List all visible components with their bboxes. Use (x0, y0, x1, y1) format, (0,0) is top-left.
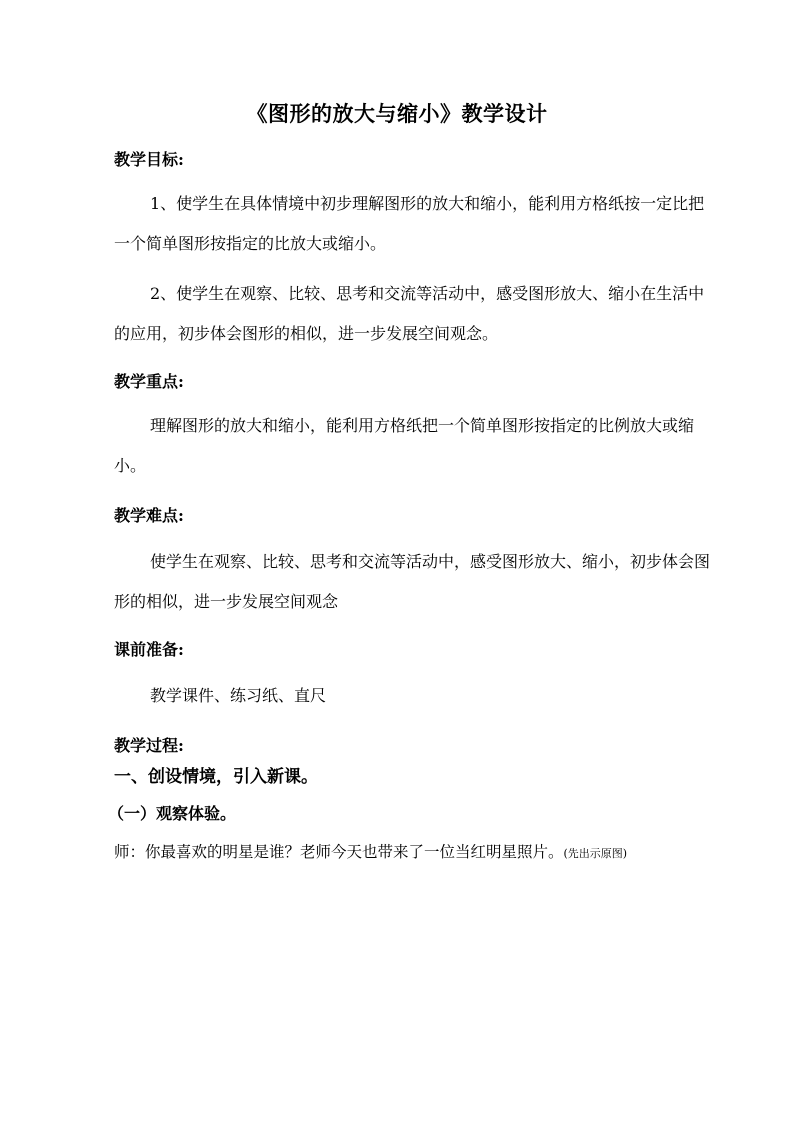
difficulties-text: 使学生在观察、比较、思考和交流等活动中，感受图形放大、缩小，初步体会图形的相似，进一步发展空间观念 (114, 552, 711, 611)
document-title: 《图形的放大与缩小》教学设计 (246, 101, 548, 126)
key-points-text: 理解图形的放大和缩小，能利用方格纸把一个简单图形按指定的比例放大或缩小。 (114, 416, 695, 475)
dialog-line-1-note: (先出示原图) (563, 847, 628, 860)
section-1-heading: 一、创设情境，引入新课。 (114, 767, 318, 787)
preparation-text: 教学课件、练习纸、直尺 (150, 686, 327, 705)
objective-1: 1、使学生在具体情境中初步理解图形的放大和缩小，能利用方格纸按一定比把一个简单图形按指定的比放大或缩小。 (114, 194, 705, 253)
subsection-1-heading: （一）观察体验。 (108, 804, 237, 823)
process-heading: 教学过程: (114, 736, 184, 755)
objectives-heading: 教学目标: (114, 150, 184, 169)
objective-2: 2、使学生在观察、比较、思考和交流等活动中，感受图形放大、缩小在生活中的应用，初步体会图形的相似，进一步发展空间观念。 (114, 284, 705, 343)
difficulties-heading: 教学难点: (114, 506, 184, 525)
dialog-line-1 (114, 840, 734, 866)
dialog-line-1-text: 师：你最喜欢的明星是谁？老师今天也带来了一位当红明星照片。 (114, 843, 564, 861)
key-points-heading: 教学重点: (114, 372, 184, 391)
preparation-heading: 课前准备: (114, 640, 184, 659)
